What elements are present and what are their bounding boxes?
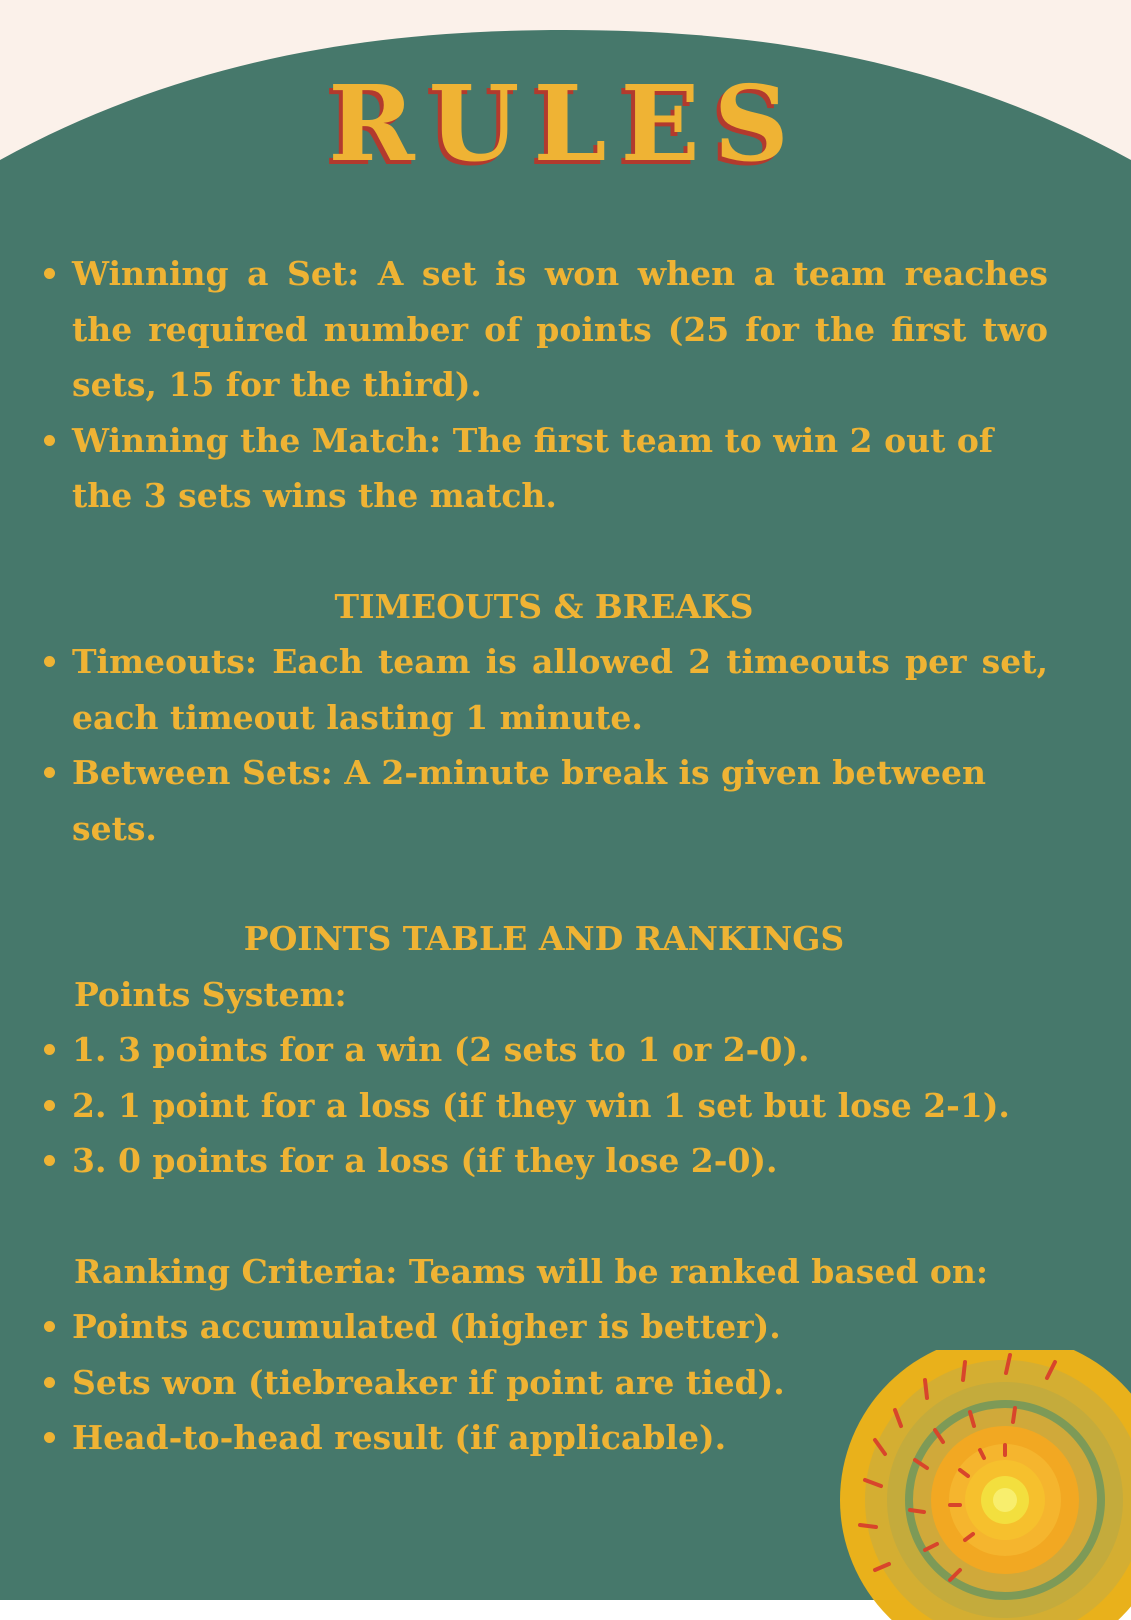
rules-content (40, 246, 1048, 1466)
list-item: 3. 0 points for a loss (if they lose 2-0). (40, 1133, 1048, 1189)
spacer (40, 1189, 1048, 1244)
section-heading-timeouts: TIMEOUTS & BREAKS (334, 586, 754, 626)
list-item: Points accumulated (higher is better). (40, 1299, 1048, 1355)
list-item: 2. 1 point for a loss (if they win 1 set but lose 2-1). (40, 1078, 1048, 1134)
ranking-criteria-label: Ranking Criteria: Teams will be ranked based on: (74, 1251, 989, 1291)
list-item: Timeouts: Each team is allowed 2 timeouts per set, each timeout lasting 1 minute. (40, 634, 1048, 745)
points-system-label: Points System: (74, 974, 347, 1014)
section-heading-points: POINTS TABLE AND RANKINGS (243, 919, 845, 958)
list-item: Winning the Match: The first team to win 2 out of the 3 sets wins the match. (40, 413, 1048, 524)
flower-icon (820, 1350, 1131, 1620)
page-title: RULES (328, 62, 803, 185)
list-item: Between Sets: A 2-minute break is given between sets. (40, 745, 1048, 856)
timeouts-list (40, 634, 1048, 856)
winning-rules-list (40, 246, 1048, 524)
list-item: 1. 3 points for a win (2 sets to 1 or 2-0). (40, 1022, 1048, 1078)
list-item: Winning a Set: A set is won when a team reaches the required number of points (25 for the first two sets, 15 for the third). (40, 246, 1048, 413)
list-item: Head-to-head result (if applicable). (40, 1410, 1048, 1466)
points-system-list (40, 1022, 1048, 1189)
list-item: Sets won (tiebreaker if point are tied). (40, 1355, 1048, 1411)
